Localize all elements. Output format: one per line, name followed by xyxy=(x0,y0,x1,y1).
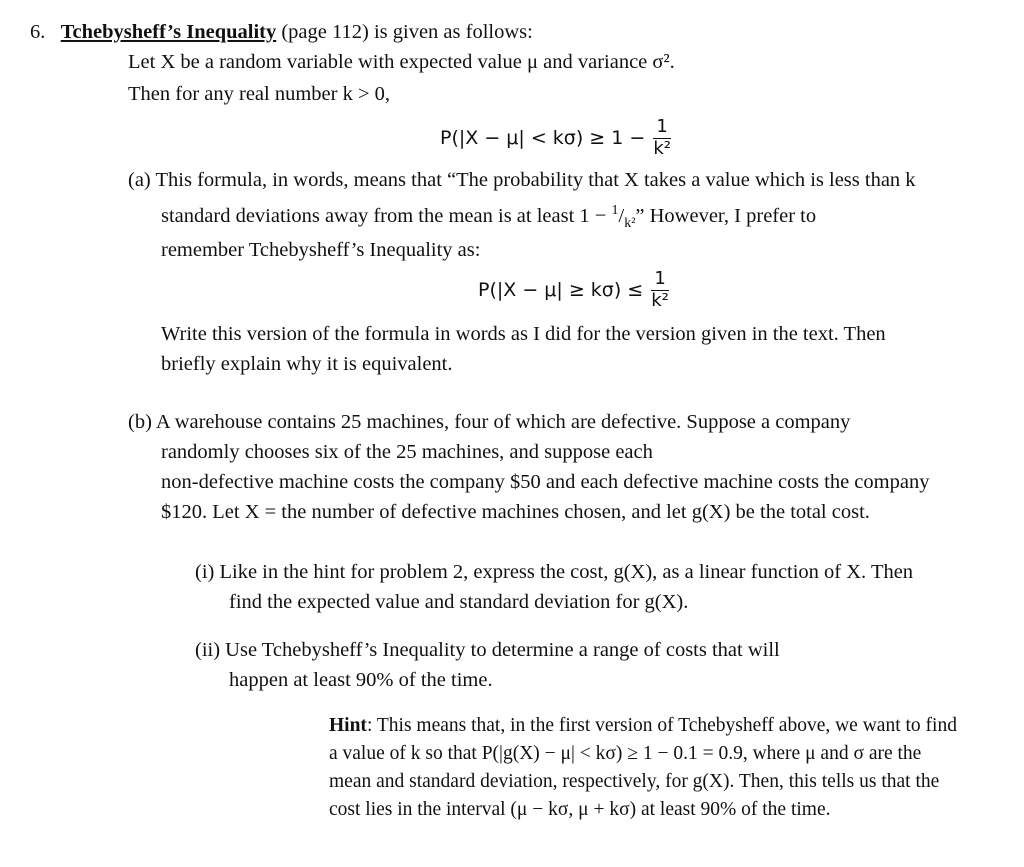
given-line-2: Then for any real number k > 0, xyxy=(128,83,391,105)
problem-header xyxy=(30,20,533,45)
part-b-line-3: non-defective machine costs the company $50 and each defective machine costs the company xyxy=(161,471,930,493)
formula-2-lhs: P(|X − μ| ≥ kσ) ≤ xyxy=(478,278,644,301)
part-a-inline-fraction: $^1/_{k^2}$ xyxy=(611,203,636,231)
formula-1 xyxy=(440,118,671,159)
problem-title: Tchebysheff’s Inequality xyxy=(60,21,277,43)
formula-1-numerator: 1 xyxy=(653,118,671,139)
formula-2 xyxy=(478,270,669,311)
part-b-i-line-1: (i) Like in the hint for problem 2, express the cost, g(X), as a linear function of X. Then xyxy=(195,561,914,583)
formula-1-fraction xyxy=(653,118,671,159)
part-a-line-1: (a) This formula, in words, means that “The probability that X takes a value which is less than k xyxy=(128,169,916,191)
given-line-1: Let X be a random variable with expected value μ and variance σ². xyxy=(128,51,675,73)
part-a-line-2-start: standard deviations away from the mean is at least 1 − xyxy=(161,204,607,227)
inline-fraction-denominator: k² xyxy=(624,215,636,231)
formula-2-fraction xyxy=(651,270,669,311)
hint-line-1-text: : This means that, in the first version of Tchebysheff above, we want to find xyxy=(366,715,957,736)
inline-fraction-numerator: 1 xyxy=(611,203,619,218)
part-b-ii-line-2: happen at least 90% of the time. xyxy=(229,669,493,691)
hint-line-2: a value of k so that P(|g(X) − μ| < kσ) ≥ 1 − 0.1 = 0.9, where μ and σ are the xyxy=(329,743,922,764)
part-a-line-3: remember Tchebysheff’s Inequality as: xyxy=(161,239,481,261)
part-b-i-line-2: find the expected value and standard deviation for g(X). xyxy=(229,591,689,613)
part-a-line-2-end: ” However, I prefer to xyxy=(635,204,817,227)
part-b-line-1: (b) A warehouse contains 25 machines, four of which are defective. Suppose a company xyxy=(128,411,851,433)
part-b-line-4: $120. Let X = the number of defective machines chosen, and let g(X) be the total cost. xyxy=(161,501,870,523)
formula-2-numerator: 1 xyxy=(651,270,669,291)
hint-line-3: mean and standard deviation, respectively, for g(X). Then, this tells us that the xyxy=(329,771,940,792)
formula-1-denominator: k² xyxy=(653,137,671,159)
part-a-line-4: Write this version of the formula in words as I did for the version given in the text. Then xyxy=(161,323,886,345)
part-b-ii-line-1: (ii) Use Tchebysheff’s Inequality to determine a range of costs that will xyxy=(195,639,780,661)
formula-2-denominator: k² xyxy=(651,289,669,311)
hint-line-4: cost lies in the interval (μ − kσ, μ + kσ) at least 90% of the time. xyxy=(329,799,831,820)
problem-number: 6. xyxy=(30,21,46,43)
part-a-line-5: briefly explain why it is equivalent. xyxy=(161,353,453,375)
problem-title-rest: (page 112) is given as follows: xyxy=(276,21,533,43)
hint-label: Hint xyxy=(329,715,367,736)
hint-line-1 xyxy=(329,714,957,737)
formula-1-lhs: P(|X − μ| < kσ) ≥ 1 − xyxy=(440,126,646,149)
part-b-line-2: randomly chooses six of the 25 machines, and suppose each xyxy=(161,441,653,463)
part-a-line-2 xyxy=(161,203,816,233)
